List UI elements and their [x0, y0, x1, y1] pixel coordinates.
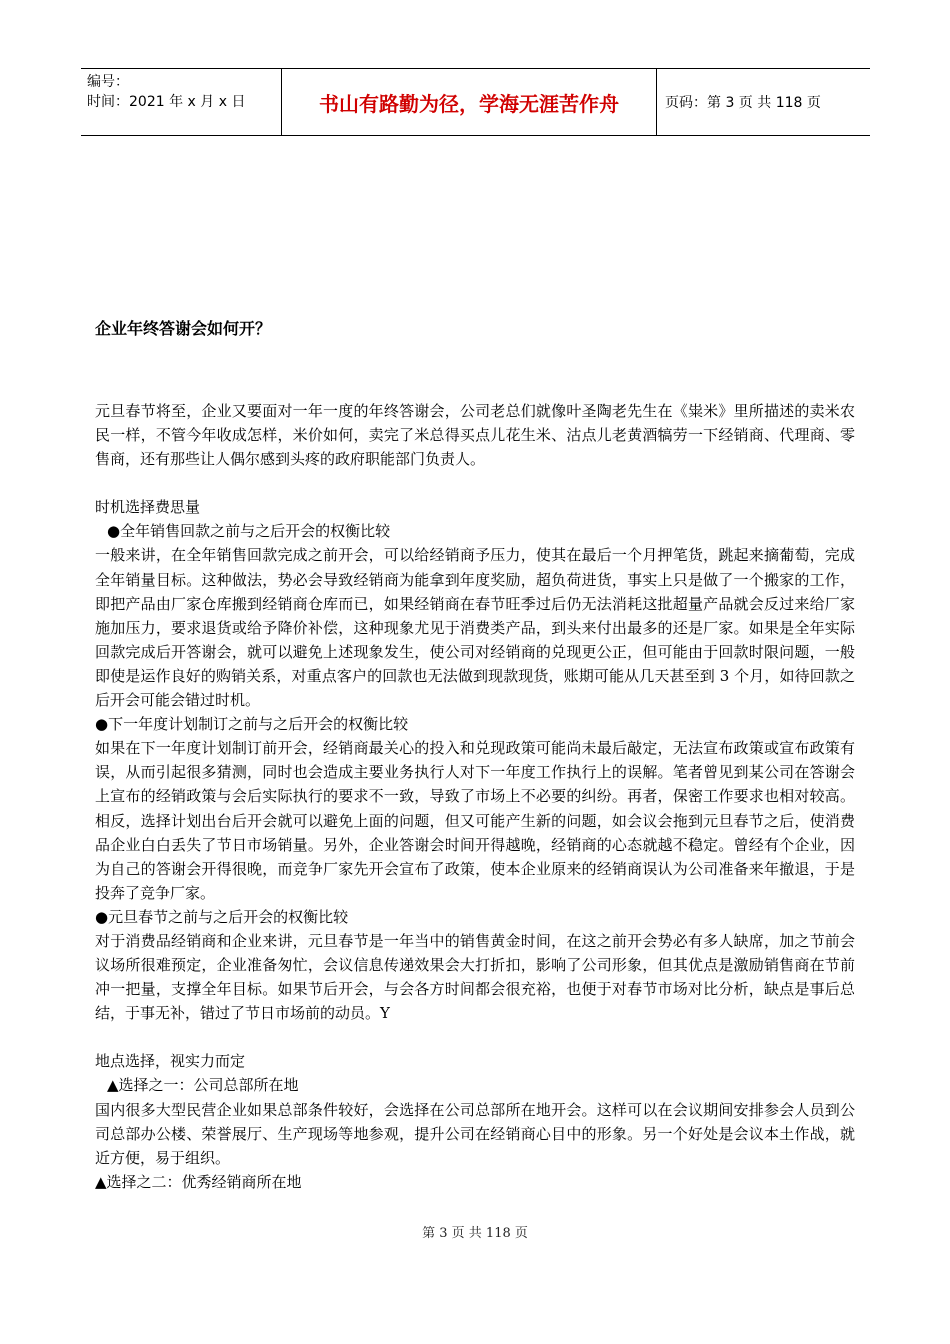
bullet-heading-2: ●下一年度计划制订之前与之后开会的权衡比较 [95, 715, 409, 734]
body-paragraph-3: 对于消费品经销商和企业来讲，元旦春节是一年当中的销售黄金时间，在这之前开会势必有多人缺席，加之节前会议场所很难预定，企业准备匆忙，会议信息传递效果会大打折扣，影响了公司形象，但其优点是激励销售商在节前冲一把量，支撑全年目标。如果节后开会，与会各方时间都会很充裕，也便于对春节市场对比分析，缺点是事后总结，于事无补，错过了节日市场前的动员。Y [95, 931, 855, 1023]
document-title: 企业年终答谢会如何开？ [95, 319, 272, 338]
header-page-info: 页码：第 3 页 共 118 页 [665, 95, 821, 111]
header-table [81, 68, 870, 136]
header-left-cell [81, 69, 281, 135]
triangle-heading-1: ▲选择之一：公司总部所在地 [107, 1076, 299, 1095]
bullet-heading-3: ●元旦春节之前与之后开会的权衡比较 [95, 907, 349, 926]
section-heading-timing: 时机选择费思量 [95, 498, 201, 517]
header-motto: 书山有路勤为径，学海无涯苦作舟 [281, 69, 657, 135]
body-paragraph-4: 国内很多大型民营企业如果总部条件较好，会选择在公司总部所在地开会。这样可以在会议期间安排参会人员到公司总部办公楼、荣誉展厅、生产现场等地参观，提升公司在经销商心目中的形象。另一个好处是会议本土作战，就近方便，易于组织。 [95, 1100, 855, 1167]
body-paragraph-2: 如果在下一年度计划制订前开会，经销商最关心的投入和兑现政策可能尚未最后敲定，无法宣布政策或宣布政策有误，从而引起很多猜测，同时也会造成主要业务执行人对下一年度工作执行上的误解。笔者曾见到某公司在答谢会上宣布的经销政策与会后实际执行的要求不一致，导致了市场上不必要的纠纷。再者，保密工作要求也相对较高。相反，选择计划出台后开会就可以避免上面的问题，但又可能产生新的问题，如会议会拖到元旦春节之后，使消费品企业白白丢失了节日市场销量。另外，企业答谢会时间开得越晚，经销商的心态就越不稳定。曾经有个企业，因为自己的答谢会开得很晚，而竞争厂家先开会宣布了政策，使本企业原来的经销商误认为公司准备来年撤退，于是投奔了竞争厂家。 [95, 739, 855, 902]
page-footer: 第 3 页 共 118 页 [422, 1226, 528, 1241]
bullet-heading-1: ●全年销售回款之前与之后开会的权衡比较 [107, 522, 391, 541]
body-paragraph-1: 一般来讲，在全年销售回款完成之前开会，可以给经销商予压力，使其在最后一个月押笔货，跳起来摘葡萄，完成全年销量目标。这种做法，势必会导致经销商为能拿到年度奖励，超负荷进货，事实上只是做了一个搬家的工作，即把产品由厂家仓库搬到经销商仓库而已，如果经销商在春节旺季过后仍无法消耗这批超量产品就会反过来给厂家施加压力，要求退货或给予降价补偿，这种现象尤见于消费类产品，到头来付出最多的还是厂家。如果是全年实际回款完成后开答谢会，就可以避免上述现象发生，使公司对经销商的兑现更公正，但可能由于回款时限问题，一般即使是运作良好的购销关系，对重点客户的回款也无法做到现款现货，账期可能从几天甚至到 3 个月，如待回款之后开会可能会错过时机。 [95, 546, 855, 710]
document-body [95, 399, 855, 1194]
section-heading-location: 地点选择，视实力而定 [95, 1052, 246, 1071]
document-date: 时间：2021 年 x 月 x 日 [87, 94, 246, 110]
triangle-heading-2: ▲选择之二：优秀经销商所在地 [95, 1172, 302, 1191]
intro-paragraph: 元旦春节将至，企业又要面对一年一度的年终答谢会，公司老总们就像叶圣陶老先生在《粜米》里所描述的卖米农民一样，不管今年收成怎样，米价如何，卖完了米总得买点儿花生米、沽点儿老黄酒犒劳一下经销商、代理商、零售商，还有那些让人偶尔感到头疼的政府职能部门负责人。 [95, 402, 855, 469]
document-number-label: 编号： [87, 74, 129, 90]
